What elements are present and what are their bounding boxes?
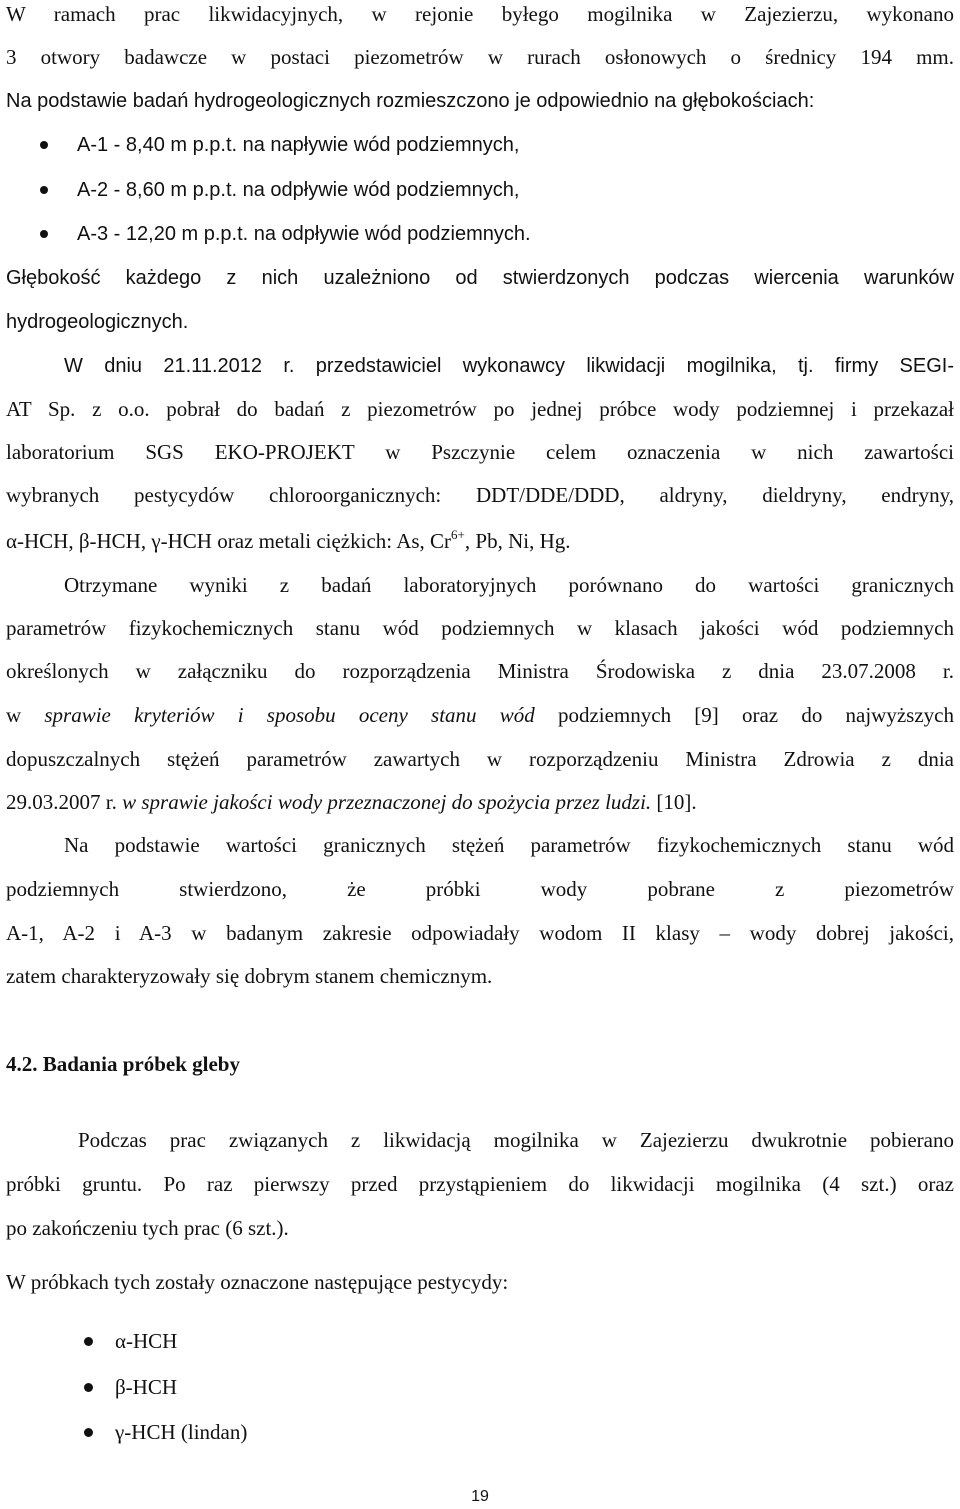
list-item-text: A-2 - 8,60 m p.p.t. na odpływie wód podziemnych, <box>77 179 520 201</box>
paragraph-line: po zakończeniu tych prac (6 szt.). <box>6 1216 289 1240</box>
section-number: 4.2. <box>6 1052 38 1076</box>
paragraph-line: Otrzymane wyniki z badań laboratoryjnych porównano do wartości granicznych <box>64 573 954 597</box>
section-title: Badania próbek gleby <box>37 1052 240 1076</box>
paragraph-line: określonych w załączniku do rozporządzenia Ministra Środowiska z dnia 23.07.2008 r. <box>6 659 954 683</box>
page-number: 19 <box>471 1488 489 1505</box>
bullet-icon <box>84 1428 93 1437</box>
text-run: α-HCH, β-HCH, γ-HCH oraz metali ciężkich: As, Cr <box>6 529 452 553</box>
list-item-text: α-HCH <box>115 1329 178 1353</box>
paragraph-line: Na podstawie badań hydrogeologicznych rozmieszczono je odpowiednio na głębokościach: <box>6 90 815 112</box>
paragraph-line <box>6 701 954 729</box>
list-item-text: γ-HCH (lindan) <box>115 1420 248 1444</box>
paragraph-line: W dniu 21.11.2012 r. przedstawiciel wykonawcy likwidacji mogilnika, tj. firmy SEGI- <box>64 355 954 377</box>
paragraph-line: podziemnych stwierdzono, że próbki wody pobrane z piezometrów <box>6 877 954 901</box>
paragraph-line: Na podstawie wartości granicznych stężeń parametrów fizykochemicznych stanu wód <box>64 833 954 857</box>
text-run: podziemnych [9] oraz do najwyższych <box>534 703 954 727</box>
text-run: w <box>6 703 45 727</box>
paragraph-line: hydrogeologicznych. <box>6 311 189 333</box>
paragraph-line: Głębokość każdego z nich uzależniono od stwierdzonych podczas wiercenia warunków <box>6 267 954 289</box>
section-heading <box>6 1050 240 1078</box>
paragraph-line: dopuszczalnych stężeń parametrów zawartych w rozporządzeniu Ministra Zdrowia z dnia <box>6 747 954 771</box>
paragraph-line: AT Sp. z o.o. pobrał do badań z piezometrów po jednej próbce wody podziemnej i przekazał <box>6 397 954 421</box>
paragraph-line: zatem charakteryzowały się dobrym stanem chemicznym. <box>6 964 493 988</box>
paragraph-line: W próbkach tych zostały oznaczone następujące pestycydy: <box>6 1270 509 1294</box>
paragraph-line: wybranych pestycydów chloroorganicznych: DDT/DDE/DDD, aldryny, dieldryny, endryny, <box>6 483 954 507</box>
paragraph-line: parametrów fizykochemicznych stanu wód podziemnych w klasach jakości wód podziemnych <box>6 616 954 640</box>
paragraph-line: A-1, A-2 i A-3 w badanym zakresie odpowiadały wodom II klasy – wody dobrej jakości, <box>6 921 954 945</box>
list-item-text: β-HCH <box>115 1375 178 1399</box>
italic-text: sprawie kryteriów i sposobu oceny stanu wód <box>44 703 535 727</box>
text-run: [10]. <box>651 790 697 814</box>
text-run: 29.03.2007 r. <box>6 790 123 814</box>
bullet-icon <box>84 1383 93 1392</box>
paragraph-line: laboratorium SGS EKO-PROJEKT w Pszczynie celem oznaczenia w nich zawartości <box>6 440 954 464</box>
paragraph-line: W ramach prac likwidacyjnych, w rejonie byłego mogilnika w Zajezierzu, wykonano <box>6 2 954 26</box>
bullet-icon <box>40 141 48 149</box>
bullet-icon <box>40 230 48 238</box>
paragraph-line: próbki gruntu. Po raz pierwszy przed przystąpieniem do likwidacji mogilnika (4 szt.) oraz <box>6 1172 954 1196</box>
bullet-icon <box>84 1337 93 1346</box>
superscript: 6+ <box>451 527 465 542</box>
paragraph-line <box>6 788 954 816</box>
text-run: , Pb, Ni, Hg. <box>464 529 571 553</box>
paragraph-line: Podczas prac związanych z likwidacją mogilnika w Zajezierzu dwukrotnie pobierano <box>78 1128 954 1152</box>
paragraph-line: 3 otwory badawcze w postaci piezometrów w rurach osłonowych o średnicy 194 mm. <box>6 45 954 69</box>
bullet-icon <box>40 186 48 194</box>
italic-text: w sprawie jakości wody przeznaczonej do spożycia przez ludzi. <box>122 790 652 814</box>
list-item-text: A-3 - 12,20 m p.p.t. na odpływie wód podziemnych. <box>77 223 531 245</box>
paragraph-line <box>6 527 954 555</box>
list-item-text: A-1 - 8,40 m p.p.t. na napływie wód podziemnych, <box>77 134 520 156</box>
